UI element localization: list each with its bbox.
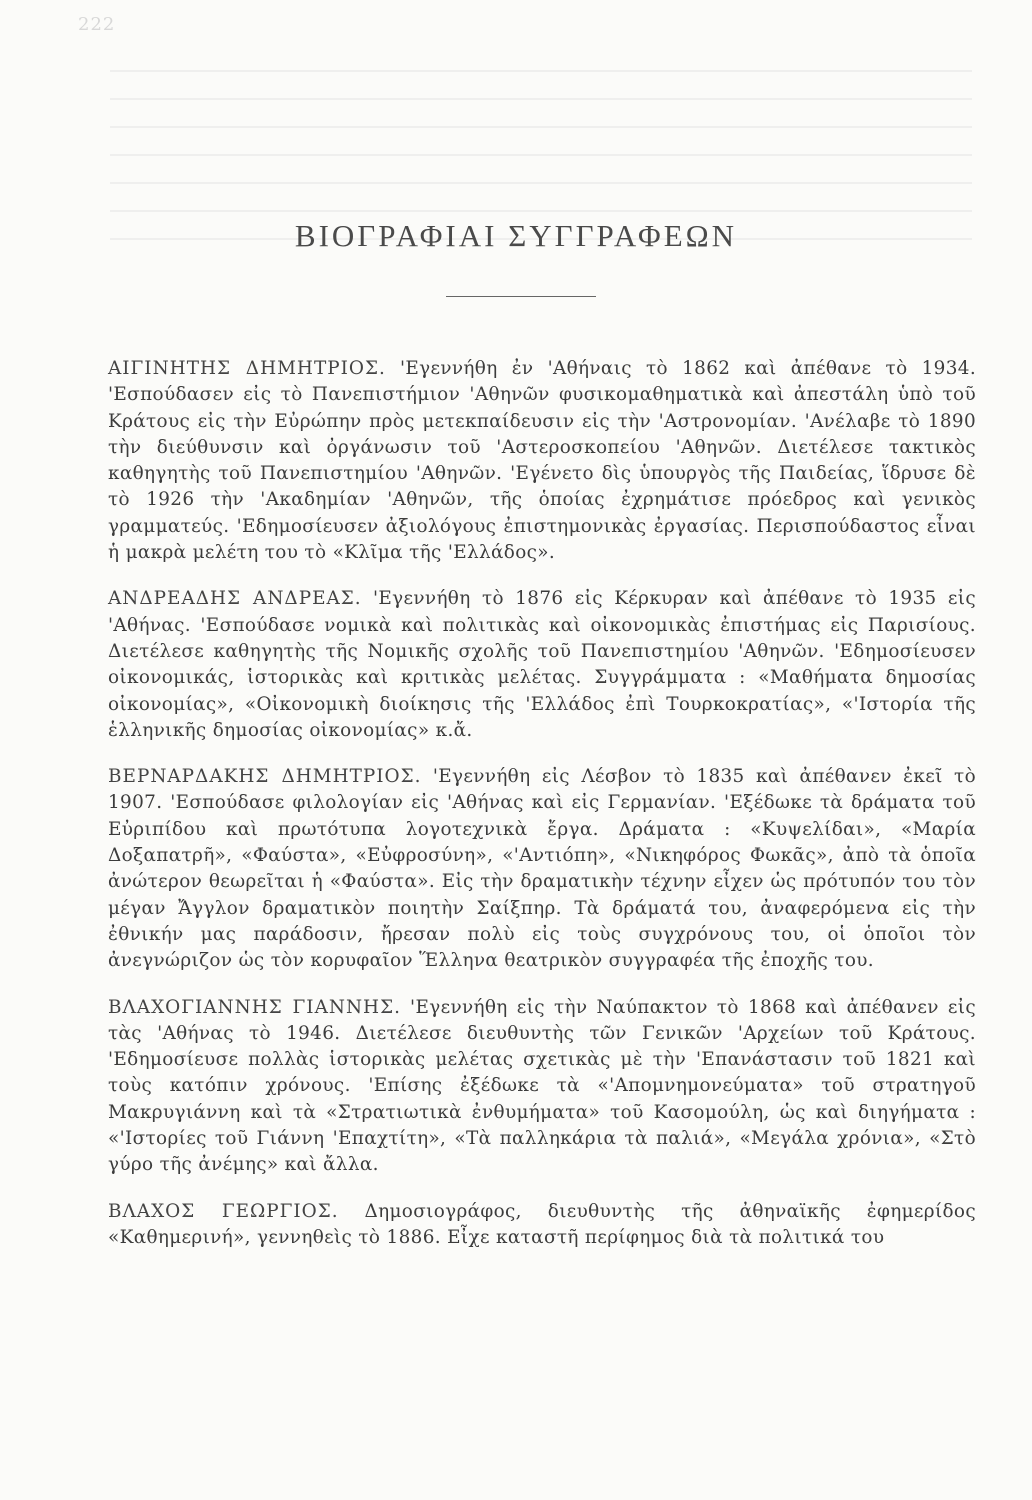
biographies-list: [108, 356, 976, 1271]
biography-text: 'Εγεννήθη εἰς Λέσβον τὸ 1835 καὶ ἀπέθανεν ἐκεῖ τὸ 1907. 'Εσπούδασε φιλολογίαν εἰς 'Αθήνας καὶ εἰς Γερμανίαν. 'Εξέδωκε τὰ δράματα τοῦ Εὐριπίδου καὶ πρωτότυπα λογοτεχνικὰ ἔργα. Δράματα : «Κυψελίδαι», «Μαρία Δοξαπατρῆ», «Φαύστα», «Εὐφροσύνη», «'Αντιόπη», «Νικηφόρος Φωκᾶς», ἀπὸ τὰ ὁποῖα ἀνώτερον θεωρεῖται ἡ «Φαύστα». Εἰς τὴν δραματικὴν τέχνην εἶχεν ὡς πρότυπόν του τὸν μέγαν Ἄγγλον δραματικὸν ποιητὴν Σαίξπηρ. Τὰ δράματά του, ἀναφερόμενα εἰς τὴν ἐθνικήν μας παράδοσιν, ἤρεσαν πολὺ εἰς τοὺς συγχρόνους του, οἱ ὁποῖοι τὸν ἀνεγνώριζον ὡς τὸν κορυφαῖον Ἕλληνα θεατρικὸν συγγραφέα τῆς ἐποχῆς του.: [108, 766, 976, 972]
biography-entry-vernardakis: [108, 764, 976, 974]
author-name: ΒΕΡΝΑΡΔΑΚΗΣ ΔΗΜΗΤΡΙΟΣ.: [108, 766, 422, 788]
biography-text: 'Εγεννήθη εἰς τὴν Ναύπακτον τὸ 1868 καὶ ἀπέθανεν εἰς τὰς 'Αθήνας τὸ 1946. Διετέλεσε διευθυντὴς τῶν Γενικῶν 'Αρχείων τοῦ Κράτους. 'Εδημοσίευσε πολλὰς ἱστορικὰς μελέτας σχετικὰς μὲ τὴν 'Επανάστασιν τοῦ 1821 καὶ τοὺς κατόπιν χρόνους. 'Επίσης ἐξέδωκε τὰ «'Απομνημονεύματα» τοῦ στρατηγοῦ Μακρυγιάννη καὶ τὰ «Στρατιωτικὰ ἐνθυμήματα» τοῦ Κασομούλη, ὡς καὶ διηγήματα : «'Ιστορίες τοῦ Γιάννη 'Επαχτίτη», «Τὰ παλληκάρια τὰ παλιά», «Μεγάλα χρόνια», «Στὸ γύρο τῆς ἀνέμης» καὶ ἄλλα.: [108, 996, 976, 1176]
biography-text: 'Εγεννήθη ἐν 'Αθήναις τὸ 1862 καὶ ἀπέθανε τὸ 1934. 'Εσπούδασεν εἰς τὸ Πανεπιστήμιον 'Αθηνῶν φυσικομαθηματικὰ καὶ ἀπεστάλη ὑπὸ τοῦ Κράτους εἰς τὴν Εὐρώπην πρὸς μετεκπαίδευσιν εἰς τὴν 'Αστρονομίαν. 'Ανέλαβε τὸ 1890 τὴν διεύθυνσιν καὶ ὀργάνωσιν τοῦ 'Αστεροσκοπείου 'Αθηνῶν. Διετέλεσε τακτικὸς καθηγητὴς τοῦ Πανεπιστημίου 'Αθηνῶν. 'Εγένετο δὶς ὑπουργὸς τῆς Παιδείας, ἵδρυσε δὲ τὸ 1926 τὴν 'Ακαδημίαν 'Αθηνῶν, τῆς ὁποίας ἐχρημάτισε πρόεδρος καὶ γενικὸς γραμματεύς. 'Εδημοσίευσεν ἀξιολόγους ἐπιστημονικὰς ἐργασίας. Περισπούδαστος εἶναι ἡ μακρὰ μελέτη του τὸ «Κλῖμα τῆς 'Ελλάδος».: [108, 358, 977, 564]
biography-entry-vlachogiannis: [108, 995, 976, 1179]
author-name: ΒΛΑΧΟΣ ΓΕΩΡΓΙΟΣ.: [108, 1200, 339, 1222]
biography-entry-vlachos: [108, 1199, 976, 1252]
author-name: ΒΛΑΧΟΓΙΑΝΝΗΣ ΓΙΑΝΝΗΣ.: [108, 996, 401, 1018]
author-name: ΑΙΓΙΝΗΤΗΣ ΔΗΜΗΤΡΙΟΣ.: [108, 358, 386, 379]
biography-text: Δημοσιογράφος, διευθυντὴς τῆς ἀθηναϊκῆς ἐφημερίδος «Καθημερινή», γεννηθεὶς τὸ 1886. Εἶχε καταστῆ περίφημος διὰ τὰ πολιτικά του: [108, 1200, 976, 1248]
biography-text: 'Εγεννήθη τὸ 1876 εἰς Κέρκυραν καὶ ἀπέθανε τὸ 1935 εἰς 'Αθήνας. 'Εσπούδασε νομικὰ καὶ πολιτικὰς καὶ οἰκονομικὰς ἐπιστήμας εἰς Παρισίους. Διετέλεσε καθηγητὴς τῆς Νομικῆς σχολῆς τοῦ Πανεπιστημίου 'Αθηνῶν. 'Εδημοσίευσεν οἰκονομικάς, ἱστορικὰς καὶ κριτικὰς μελέτας. Συγγράμματα : «Μαθήματα δημοσίας οἰκονομίας», «Οἰκονομικὴ διοίκησις τῆς 'Ελλάδος ἐπὶ Τουρκοκρατίας», «'Ιστορία τῆς ἑλληνικῆς δημοσίας οἰκονομίας» κ.ἄ.: [108, 588, 976, 741]
author-name: ΑΝΔΡΕΑΔΗΣ ΑΝΔΡΕΑΣ.: [108, 588, 362, 610]
title-divider: [446, 296, 596, 297]
page-number: 222: [78, 14, 116, 35]
biography-entry-aiginitis: [108, 356, 976, 566]
biography-entry-andreadis: [108, 586, 976, 744]
page-title: ΒΙΟΓΡΑΦΙΑΙ ΣΥΓΓΡΑΦΕΩΝ: [294, 218, 738, 253]
